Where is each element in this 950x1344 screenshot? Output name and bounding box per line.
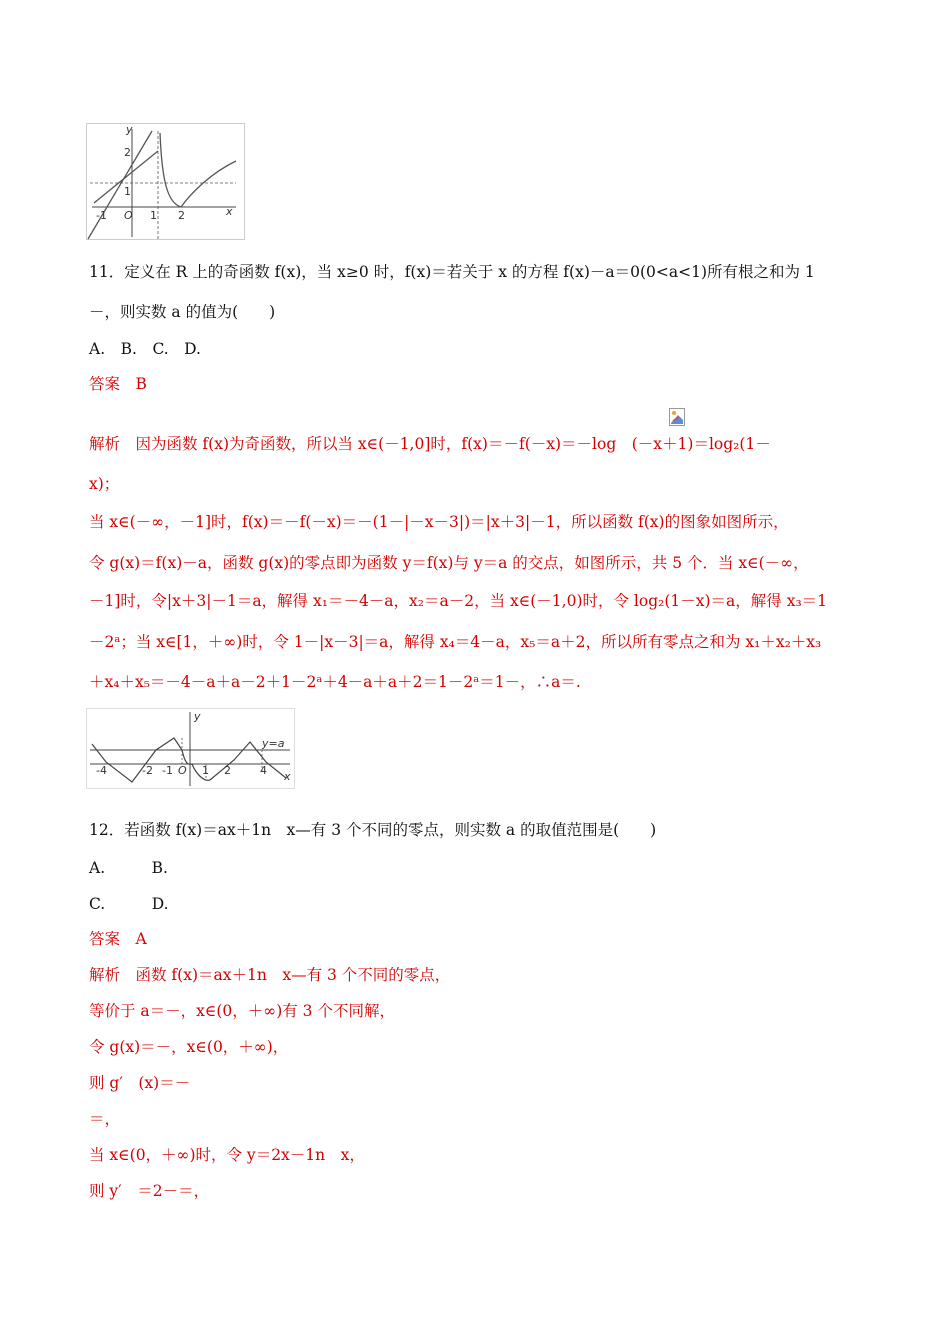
q12-analysis-6: 则 y′ ＝2－＝， (89, 1182, 210, 1200)
q12-answer-value: A (135, 930, 147, 948)
q12-options-cd: C. D. (89, 895, 169, 913)
q12-answer (89, 929, 147, 949)
broken-image-icon (669, 408, 685, 430)
q12-analysis-5: 当 x∈(0，＋∞)时，令 y＝2x－1n x， (89, 1146, 365, 1164)
q12-options-ab: A. B. (89, 859, 168, 877)
fig2-tick-m4: -4 (96, 764, 107, 777)
fig2-tick-m1: -1 (162, 764, 173, 777)
fig2-tick-1: 1 (202, 764, 209, 777)
figure-2-graph (86, 708, 296, 790)
fig2-tick-4: 4 (260, 764, 267, 777)
fig1-tick-1x: 1 (150, 209, 157, 222)
fig2-origin: O (178, 764, 187, 777)
q11-analysis-6: ＋x₄＋x₅＝－4－a＋a－2＋1－2ᵃ＋4－a＋a＋2＝1－2ᵃ＝1－，∴a＝. (89, 673, 581, 691)
q11-analysis-1: x)； (89, 475, 120, 493)
q12-analysis-2: 令 g(x)＝－，x∈(0，＋∞)， (89, 1038, 289, 1056)
fig1-tick-2x: 2 (178, 209, 185, 222)
fig2-ya-label: y=a (262, 737, 285, 750)
q11-stem-line2: －，则实数 a 的值为( ) (89, 303, 276, 321)
q11-answer-label: 答案 (89, 375, 121, 393)
q12-analysis-0: 解析 函数 f(x)＝ax＋1n x—有 3 个不同的零点， (89, 966, 451, 984)
q12-analysis-4: ＝， (89, 1110, 121, 1128)
fig1-x-label: x (226, 205, 233, 218)
fig1-y-label: y (126, 123, 133, 136)
fig2-x-label: x (284, 770, 291, 783)
fig2-tick-2: 2 (224, 764, 231, 777)
q11-analysis-3: 令 g(x)＝f(x)－a，函数 g(x)的零点即为函数 y＝f(x)与 y＝a 的交点，如图所示，共 5 个．当 x∈(－∞， (89, 554, 809, 572)
q11-analysis-5: －2ᵃ；当 x∈[1，＋∞)时，令 1－|x－3|＝a，解得 x₄＝4－a，x₅＝a＋2，所以所有零点之和为 x₁＋x₂＋x₃ (89, 633, 822, 651)
fig1-tick-neg1: -1 (96, 209, 107, 222)
q11-answer (89, 374, 147, 394)
fig1-tick-2: 2 (124, 146, 131, 159)
fig1-tick-1y: 1 (124, 185, 131, 198)
q11-analysis-0: 解析 因为函数 f(x)为奇函数，所以当 x∈(－1,0]时，f(x)＝－f(－x)＝－log (－x＋1)＝log₂(1－ (89, 435, 771, 453)
q11-analysis-2: 当 x∈(－∞，－1]时，f(x)＝－f(－x)＝－(1－|－x－3|)＝|x＋3|－1，所以函数 f(x)的图象如图所示， (89, 513, 789, 531)
q12-stem: 12．若函数 f(x)＝ax＋1n x—有 3 个不同的零点，则实数 a 的取值范围是( ) (89, 821, 657, 839)
fig1-origin: O (124, 209, 133, 222)
q12-analysis-3: 则 g′ (x)＝－ (89, 1074, 191, 1092)
fig2-tick-m2: -2 (142, 764, 153, 777)
q12-analysis-1: 等价于 a＝－，x∈(0，＋∞)有 3 个不同解， (89, 1002, 395, 1020)
q11-options: A. B. C. D. (89, 340, 201, 358)
q11-answer-value: B (135, 375, 147, 393)
figure-1-graph (86, 123, 246, 241)
q11-stem-line1: 11．定义在 R 上的奇函数 f(x)，当 x≥0 时，f(x)＝若关于 x 的方程 f(x)－a＝0(0<a<1)所有根之和为 1 (89, 263, 815, 281)
q11-analysis-4: －1]时，令|x＋3|－1＝a，解得 x₁＝－4－a，x₂＝a－2，当 x∈(－1,0)时，令 log₂(1－x)＝a，解得 x₃＝1 (89, 592, 828, 610)
q12-answer-label: 答案 (89, 930, 121, 948)
fig2-y-label: y (194, 710, 201, 723)
